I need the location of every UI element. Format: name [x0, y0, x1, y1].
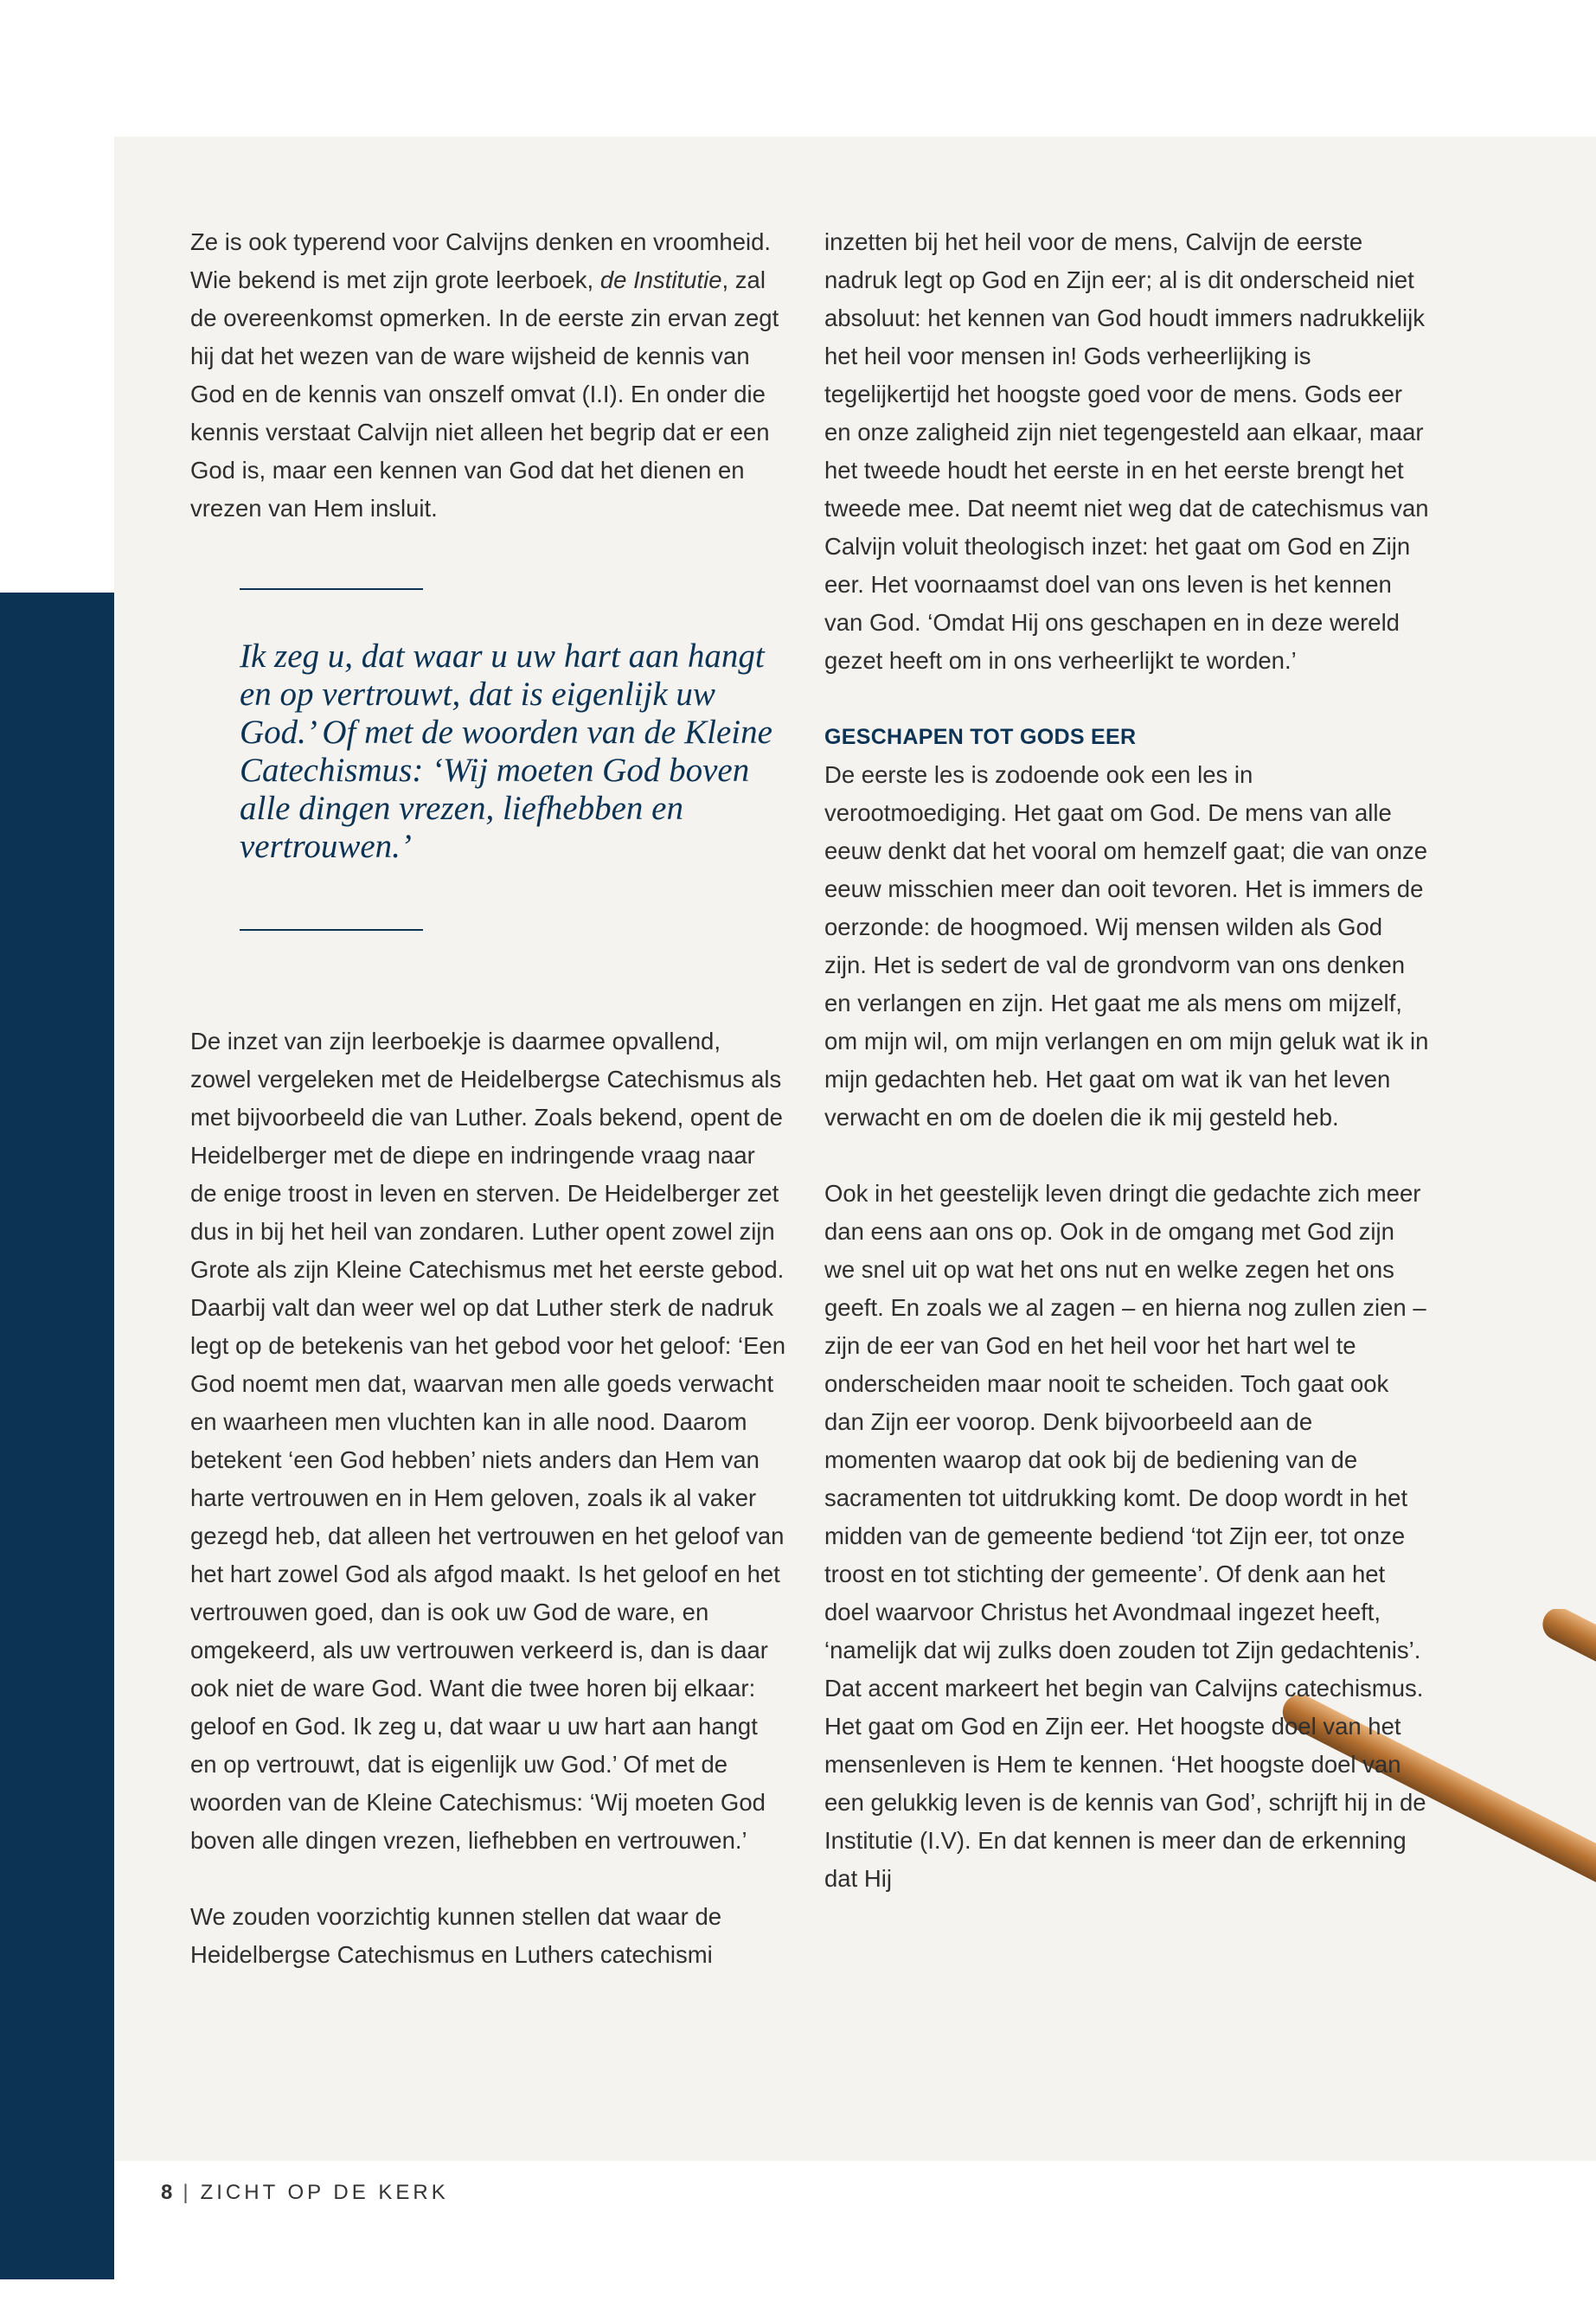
left-paragraph-1-text-a: Ze is ook typerend voor Calvijns denken en vroomheid. Wie bekend is met zijn grote leerboek, — [190, 228, 772, 293]
left-column-lower — [190, 1022, 787, 1974]
left-paragraph-2: De inzet van zijn leerboekje is daarmee opvallend, zowel vergeleken met de Heidelbergse Catechismus als met bijvoorbeeld die van Luther. Zoals bekend, opent de Heidelberger met de diepe en indringende vraag naar de enige troost in leven en sterven. De Heidelberger zet dus in bij het heil van zondaren. Luther opent zowel zijn Grote als zijn Kleine Catechismus met het eerste gebod. Daarbij valt dan weer wel op dat Luther sterk de nadruk legt op de betekenis van het gebod voor het geloof: ‘Een God noemt men dat, waarvan men alle goeds verwacht en waarheen men vluchten kan in alle nood. Daarom betekent ‘een God hebben’ niets anders dan Hem van harte vertrouwen en in Hem geloven, zoals ik al vaker gezegd heb, dat alleen het vertrouwen en het geloof van het hart zowel God als afgod maakt. Is het geloof en het vertrouwen goed, dan is ook uw God de ware, en omgekeerd, als uw vertrouwen verkeerd is, dan is daar ook niet de ware God. Want die twee horen bij elkaar: geloof en God. Ik zeg u, dat waar u uw hart aan hangt en op vertrouwt, dat is eigenlijk uw God.’ Of met de woorden van de Kleine Catechismus: ‘Wij moeten God boven alle dingen vrezen, liefhebben en vertrouwen.’ — [190, 1028, 786, 1854]
right-paragraph-2: De eerste les is zodoende ook een les in verootmoediging. Het gaat om God. De mens van alle eeuw denkt dat het vooral om hemzelf gaat; die van onze eeuw misschien meer dan ooit tevoren. Het is immers de oerzonde: de hoogmoed. Wij mensen wilden als God zijn. Het is sedert de val de grondvorm van ons denken en verlangen en zijn. Het gaat me als mens om mijzelf, om mijn wil, om mijn verlangen en om mijn geluk wat ik in mijn gedachten heb. Het gaat om wat ik van het leven verwacht en om de doelen die ik mij gesteld heb. — [824, 761, 1429, 1131]
left-paragraph-3: We zouden voorzichtig kunnen stellen dat waar de Heidelbergse Catechismus en Luthers catechismi — [190, 1903, 722, 1968]
pull-quote — [240, 588, 793, 931]
left-paragraph-1-text-b: , zal de overeenkomst opmerken. In de eerste zin ervan zegt hij dat het wezen van de ware wijsheid de kennis van God en de kennis van onszelf omvat (I.I). En onder die kennis verstaat Calvijn niet alleen het begrip dat er een God is, maar een kennen van God dat het dienen en vrezen van Hem insluit. — [190, 266, 779, 522]
magazine-name: ZICHT OP DE KERK — [200, 2181, 449, 2204]
pull-quote-top-rule — [240, 588, 423, 590]
right-paragraph-1: inzetten bij het heil voor de mens, Calvijn de eerste nadruk legt op God en Zijn eer; al is dit onderscheid niet absoluut: het kennen van God houdt immers nadrukkelijk het heil voor mensen in! Gods verheerlijking is tegelijkertijd het hoogste goed voor de mens. Gods eer en onze zaligheid zijn niet tegengesteld aan elkaar, maar het tweede houdt het eerste in en het eerste brengt het tweede mee. Dat neemt niet weg dat de catechismus van Calvijn voluit theologisch inzet: het gaat om God en Zijn eer. Het voornaamst doel van ons leven is het kennen van God. ‘Omdat Hij ons geschapen en in deze wereld gezet heeft om in ons verheerlijkt te worden.’ — [824, 228, 1429, 674]
navy-side-bar — [0, 593, 114, 2279]
section-heading: GESCHAPEN TOT GODS EER — [824, 725, 1137, 749]
pull-quote-bottom-rule — [240, 929, 423, 931]
footer-separator: | — [183, 2181, 189, 2204]
pull-quote-text: Ik zeg u, dat waar u uw hart aan hangt en op vertrouwt, dat is eigenlijk uw God.’ Of met de woorden van de Kleine Catechismus: ‘Wij moeten God boven alle dingen vrezen, liefhebben en vertrouwen.’ — [240, 638, 772, 865]
institutie-title: de Institutie — [599, 266, 722, 293]
right-column — [824, 223, 1430, 1898]
right-paragraph-3: Ook in het geestelijk leven dringt die gedachte zich meer dan eens aan ons op. Ook in de omgang met God zijn we snel uit op wat het ons nut en welke zegen het ons geeft. En zoals we al zagen – en hierna nog zullen zien – zijn de eer van God en het heil voor het hart wel te onderscheiden maar nooit te scheiden. Toch gaat ook dan Zijn eer voorop. Denk bijvoorbeeld aan de momenten waarop dat ook bij de bediening van de sacramenten tot uitdrukking komt. De doop wordt in het midden van de gemeente bediend ‘tot Zijn eer, tot onze troost en tot stichting der gemeente’. Of denk aan het doel waarvoor Christus het Avondmaal ingezet heeft, ‘namelijk dat wij zulks doen zouden tot Zijn gedachtenis’. Dat accent markeert het begin van Calvijns catechismus. Het gaat om God en Zijn eer. Het hoogste doel van het mensenleven is Hem te kennen. ‘Het hoogste doel van een gelukkig leven is de kennis van God’, schrijft hij in de Institutie (I.V). En dat kennen is meer dan de erkenning dat Hij — [824, 1180, 1426, 1892]
left-paragraph-1 — [190, 223, 787, 528]
page-footer — [161, 2181, 449, 2205]
page-number: 8 — [161, 2181, 173, 2204]
left-column — [190, 223, 787, 528]
